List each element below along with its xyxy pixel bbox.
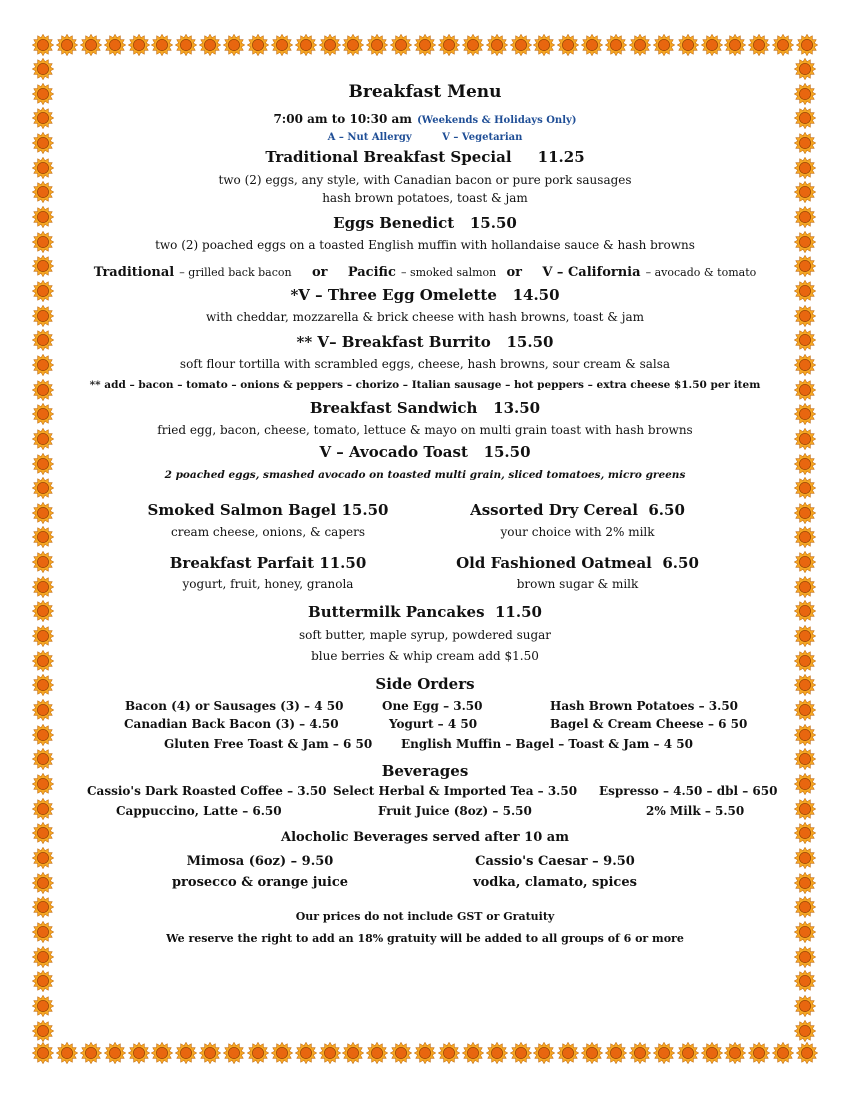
sun-icon: [794, 107, 816, 129]
beverages-title: Beverages: [381, 762, 469, 780]
item-sandwich: [80, 399, 770, 417]
item-desc: your choice with 2% milk: [500, 525, 655, 539]
sun-icon: [794, 181, 816, 203]
sun-icon: [271, 34, 293, 56]
list-item: Cassio's Dark Roasted Coffee – 3.50: [87, 784, 327, 798]
sun-icon: [629, 1042, 651, 1064]
item-omelette: [80, 286, 770, 304]
sun-icon: [701, 34, 723, 56]
sun-icon: [32, 58, 54, 80]
caesar-desc: vodka, clamato, spices: [473, 875, 637, 890]
legend: [80, 125, 770, 144]
sun-icon: [128, 1042, 150, 1064]
item-desc: fried egg, bacon, cheese, tomato, lettuce & mayo on multi grain toast with hash browns: [157, 423, 693, 437]
sun-icon: [56, 1042, 78, 1064]
sun-icon: [794, 403, 816, 425]
sun-icon: [32, 157, 54, 179]
sun-icon: [32, 354, 54, 376]
hours-note: (Weekends & Holidays Only): [417, 115, 577, 126]
sun-icon: [794, 822, 816, 844]
item-price: 11.50: [319, 554, 367, 572]
sun-icon: [794, 847, 816, 869]
item-desc: soft butter, maple syrup, powdered sugar: [298, 628, 552, 642]
sun-icon: [794, 354, 816, 376]
sun-icon: [557, 34, 579, 56]
option-name: V – California: [542, 265, 641, 280]
sun-icon: [32, 773, 54, 795]
sun-icon: [32, 477, 54, 499]
sun-icon: [794, 946, 816, 968]
option-desc: – avocado & tomato: [645, 266, 757, 279]
list-item: English Muffin – Bagel – Toast & Jam – 4 50: [401, 737, 693, 751]
sun-icon: [56, 34, 78, 56]
sun-icon: [533, 1042, 555, 1064]
sun-icon: [104, 1042, 126, 1064]
sun-icon: [794, 798, 816, 820]
sun-icon: [794, 551, 816, 573]
sun-border-top: [32, 34, 818, 58]
sun-icon: [32, 453, 54, 475]
sun-icon: [32, 576, 54, 598]
sun-icon: [794, 921, 816, 943]
item-oatmeal: [425, 554, 730, 572]
sun-icon: [724, 34, 746, 56]
list-item: Gluten Free Toast & Jam – 6 50: [164, 737, 373, 751]
sun-icon: [794, 995, 816, 1017]
item-desc: hash brown potatoes, toast & jam: [322, 191, 528, 205]
sun-icon: [271, 1042, 293, 1064]
item-avocado: [80, 443, 770, 461]
list-item: Hash Brown Potatoes – 3.50: [550, 699, 739, 713]
sun-icon: [438, 34, 460, 56]
item-name: Eggs Benedict: [333, 214, 455, 232]
sun-icon: [32, 872, 54, 894]
item-name: Buttermilk Pancakes: [308, 603, 485, 621]
sun-icon: [772, 1042, 794, 1064]
sun-icon: [32, 107, 54, 129]
sun-icon: [175, 1042, 197, 1064]
caesar: Cassio's Caesar – 9.50: [475, 854, 635, 869]
sun-icon: [32, 921, 54, 943]
sun-icon: [151, 1042, 173, 1064]
item-pancakes: [80, 603, 770, 621]
legend-vegetarian: V – Vegetarian: [442, 132, 523, 143]
burrito-addons: ** add – bacon – tomato – onions & peppers – chorizo – Italian sausage – hot peppers – extra cheese $1.50 per item: [89, 379, 761, 391]
sun-icon: [223, 1042, 245, 1064]
list-item: Espresso – 4.50 – dbl – 650: [599, 784, 778, 798]
option-or: or: [311, 265, 328, 280]
list-item: Select Herbal & Imported Tea – 3.50: [333, 784, 578, 798]
sun-icon: [32, 946, 54, 968]
sun-icon: [342, 34, 364, 56]
sun-icon: [366, 34, 388, 56]
sun-icon: [32, 502, 54, 524]
sun-icon: [32, 231, 54, 253]
list-item: 2% Milk – 5.50: [646, 804, 745, 818]
sun-icon: [794, 699, 816, 721]
sun-icon: [32, 181, 54, 203]
sun-icon: [510, 1042, 532, 1064]
sun-icon: [32, 896, 54, 918]
footer-gratuity: We reserve the right to add an 18% gratuity will be added to all groups of 6 or more: [166, 932, 684, 945]
sun-icon: [295, 34, 317, 56]
sun-icon: [32, 132, 54, 154]
sun-icon: [653, 1042, 675, 1064]
sun-icon: [32, 822, 54, 844]
sun-icon: [414, 34, 436, 56]
option-name: Pacific: [347, 265, 396, 280]
sun-icon: [677, 1042, 699, 1064]
sun-icon: [32, 34, 54, 56]
sun-border-bottom: [32, 1042, 818, 1066]
sun-icon: [794, 600, 816, 622]
item-desc: two (2) poached eggs on a toasted English muffin with hollandaise sauce & hash browns: [155, 238, 695, 252]
sun-icon: [32, 995, 54, 1017]
sun-icon: [247, 34, 269, 56]
sun-icon: [80, 1042, 102, 1064]
sun-icon: [794, 428, 816, 450]
item-cereal: [425, 501, 730, 519]
sun-icon: [414, 1042, 436, 1064]
sun-icon: [32, 83, 54, 105]
sun-icon: [32, 551, 54, 573]
item-desc: soft flour tortilla with scrambled eggs, cheese, hash browns, sour cream & salsa: [179, 357, 671, 371]
sun-icon: [390, 1042, 412, 1064]
sun-icon: [462, 1042, 484, 1064]
sun-icon: [794, 157, 816, 179]
sun-icon: [794, 773, 816, 795]
sun-border-right: [794, 58, 818, 1042]
alcohol-title: Alocholic Beverages served after 10 am: [281, 830, 569, 845]
sun-icon: [319, 34, 341, 56]
sun-icon: [104, 34, 126, 56]
sun-icon: [32, 748, 54, 770]
sun-icon: [295, 1042, 317, 1064]
sun-icon: [342, 1042, 364, 1064]
sun-icon: [794, 329, 816, 351]
sun-icon: [794, 526, 816, 548]
item-price: 15.50: [483, 443, 531, 461]
sun-icon: [794, 379, 816, 401]
mimosa: Mimosa (6oz) – 9.50: [186, 854, 334, 869]
sun-icon: [794, 231, 816, 253]
sun-icon: [390, 34, 412, 56]
sun-icon: [701, 1042, 723, 1064]
item-benedict: [80, 214, 770, 232]
item-name: Breakfast Sandwich: [309, 399, 478, 417]
sun-icon: [794, 132, 816, 154]
item-price: 6.50: [662, 554, 699, 572]
sun-icon: [32, 724, 54, 746]
item-desc: brown sugar & milk: [516, 577, 639, 591]
item-name: Traditional Breakfast Special: [265, 148, 512, 166]
sun-icon: [724, 1042, 746, 1064]
sun-icon: [794, 625, 816, 647]
item-desc: with cheddar, mozzarella & brick cheese with hash browns, toast & jam: [206, 310, 644, 324]
sun-icon: [486, 34, 508, 56]
sun-icon: [794, 724, 816, 746]
sun-icon: [794, 502, 816, 524]
item-name: Smoked Salmon Bagel: [147, 501, 337, 519]
sun-icon: [794, 58, 816, 80]
sun-icon: [319, 1042, 341, 1064]
item-bagel: [108, 501, 428, 519]
item-parfait: [108, 554, 428, 572]
list-item: Bacon (4) or Sausages (3) – 4 50: [125, 699, 344, 713]
list-item: One Egg – 3.50: [382, 699, 483, 713]
sun-icon: [32, 600, 54, 622]
sun-icon: [32, 305, 54, 327]
side-orders-title: Side Orders: [375, 675, 475, 693]
sun-icon: [32, 970, 54, 992]
sun-icon: [796, 34, 818, 56]
menu-title: Breakfast Menu: [348, 82, 502, 102]
list-item: Yogurt – 4 50: [389, 717, 478, 731]
list-item: Bagel & Cream Cheese – 6 50: [550, 717, 748, 731]
sun-icon: [32, 1042, 54, 1064]
option-name: Traditional: [93, 265, 175, 280]
item-price: 6.50: [648, 501, 685, 519]
sun-icon: [794, 1020, 816, 1042]
option-desc: – grilled back bacon: [179, 266, 292, 279]
item-price: 13.50: [493, 399, 541, 417]
sun-icon: [366, 1042, 388, 1064]
sun-icon: [199, 34, 221, 56]
sun-icon: [80, 34, 102, 56]
sun-icon: [794, 970, 816, 992]
sun-icon: [772, 34, 794, 56]
sun-icon: [32, 1020, 54, 1042]
sun-icon: [32, 206, 54, 228]
option-desc: – smoked salmon: [400, 266, 497, 279]
sun-icon: [794, 748, 816, 770]
item-desc: blue berries & whip cream add $1.50: [311, 649, 539, 663]
sun-icon: [581, 34, 603, 56]
sun-icon: [533, 34, 555, 56]
item-desc: yogurt, fruit, honey, granola: [182, 577, 354, 591]
list-item: Fruit Juice (8oz) – 5.50: [378, 804, 532, 818]
sun-icon: [32, 847, 54, 869]
footer-gst: Our prices do not include GST or Gratuity: [295, 910, 555, 923]
sun-icon: [794, 83, 816, 105]
item-price: 15.50: [341, 501, 389, 519]
item-desc: two (2) eggs, any style, with Canadian bacon or pure pork sausages: [218, 173, 632, 187]
item-price: 15.50: [469, 214, 517, 232]
sun-icon: [462, 34, 484, 56]
sun-icon: [794, 674, 816, 696]
sun-icon: [32, 329, 54, 351]
sun-icon: [794, 576, 816, 598]
legend-nut-allergy: A – Nut Allergy: [327, 132, 412, 143]
sun-icon: [794, 453, 816, 475]
item-price: 15.50: [506, 333, 554, 351]
sun-icon: [32, 798, 54, 820]
sun-icon: [794, 650, 816, 672]
hours: 7:00 am to 10:30 am: [273, 112, 412, 126]
item-desc: cream cheese, onions, & capers: [170, 525, 366, 539]
sun-icon: [653, 34, 675, 56]
sun-icon: [748, 1042, 770, 1064]
item-burrito: [80, 333, 770, 351]
sun-icon: [794, 206, 816, 228]
sun-icon: [557, 1042, 579, 1064]
sun-icon: [32, 526, 54, 548]
item-name: V – Avocado Toast: [319, 443, 468, 461]
sun-icon: [247, 1042, 269, 1064]
sun-icon: [794, 896, 816, 918]
sun-icon: [32, 699, 54, 721]
sun-icon: [128, 34, 150, 56]
sun-icon: [581, 1042, 603, 1064]
sun-icon: [794, 872, 816, 894]
item-name: Breakfast Parfait: [169, 554, 315, 572]
mimosa-desc: prosecco & orange juice: [171, 875, 349, 890]
list-item: Cappuccino, Latte – 6.50: [116, 804, 282, 818]
sun-icon: [32, 625, 54, 647]
item-price: 14.50: [512, 286, 560, 304]
sun-icon: [32, 674, 54, 696]
item-name: ** V– Breakfast Burrito: [296, 333, 491, 351]
sun-icon: [32, 280, 54, 302]
sun-icon: [199, 1042, 221, 1064]
item-traditional: [80, 148, 770, 166]
item-desc: 2 poached eggs, smashed avocado on toasted multi grain, sliced tomatoes, micro greens: [164, 469, 686, 481]
sun-border-left: [32, 58, 56, 1042]
sun-icon: [486, 1042, 508, 1064]
sun-icon: [677, 34, 699, 56]
sun-icon: [32, 379, 54, 401]
sun-icon: [151, 34, 173, 56]
sun-icon: [223, 34, 245, 56]
sun-icon: [629, 34, 651, 56]
sun-icon: [32, 650, 54, 672]
sun-icon: [32, 428, 54, 450]
sun-icon: [510, 34, 532, 56]
sun-icon: [748, 34, 770, 56]
option-or: or: [506, 265, 522, 280]
sun-icon: [605, 1042, 627, 1064]
sun-icon: [175, 34, 197, 56]
item-name: Old Fashioned Oatmeal: [456, 554, 652, 572]
item-price: 11.25: [537, 148, 585, 166]
sun-icon: [438, 1042, 460, 1064]
sun-icon: [794, 477, 816, 499]
sun-icon: [796, 1042, 818, 1064]
list-item: Canadian Back Bacon (3) – 4.50: [124, 717, 339, 731]
item-name: Assorted Dry Cereal: [470, 501, 638, 519]
item-name: *V – Three Egg Omelette: [290, 286, 497, 304]
sun-icon: [794, 305, 816, 327]
sun-icon: [32, 403, 54, 425]
sun-icon: [605, 34, 627, 56]
sun-icon: [794, 280, 816, 302]
benedict-options: [35, 261, 815, 280]
item-price: 11.50: [494, 603, 542, 621]
